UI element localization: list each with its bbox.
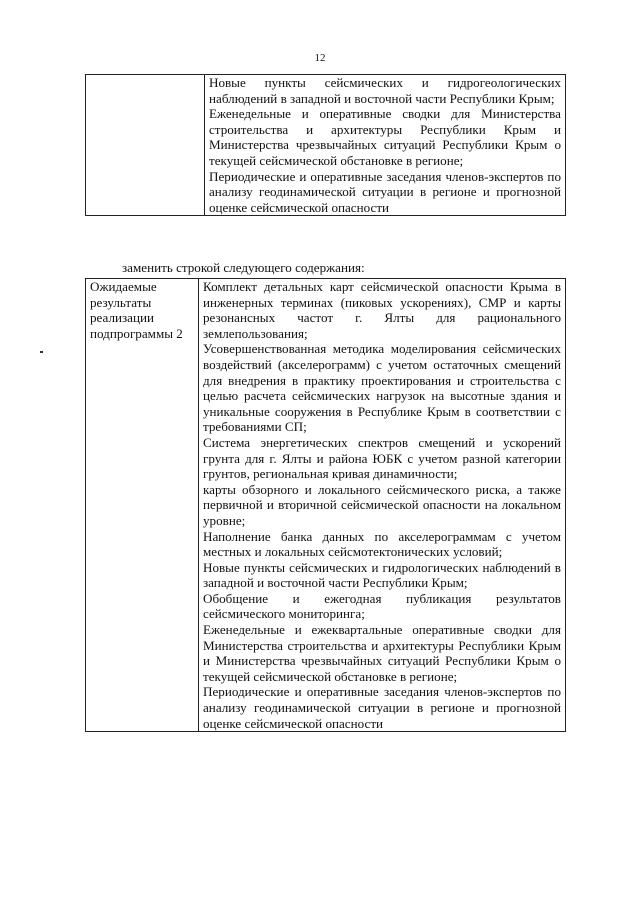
list-item: Наполнение банка данных по акселерограммам с учетом местных и локальных сейсмотектонических условий; [203,528,561,560]
list-item: Новые пункты сейсмических и гидрогеологических наблюдений в западной и восточной части Республики Крым; [209,75,561,106]
label-cell [86,279,199,732]
expected-results-table [85,278,566,732]
empty-label-cell [86,75,205,216]
content-cell [199,279,566,732]
list-item: карты обзорного и локального сейсмического риска, а также первичной и вторичной сейсмической опасности на локальном уровне; [203,481,561,528]
table-row [86,279,566,732]
list-item: Еженедельные и оперативные сводки для Министерства строительства и архитектуры Республики Крым и Министерства чрезвычайных ситуаций Республики Крым о текущей сейсмической обстановке в регионе; [209,106,561,168]
list-item: Усовершенствованная методика моделирования сейсмических воздействий (акселерограмм) с учетом остаточных смещений для внедрения в практику проектирования и строительства с целью расчета сейсмических нагрузок на высотные здания и уникальные сооружения в Республике Крым в соответствии с требованиями СП; [203,341,561,435]
list-item: Система энергетических спектров смещений и ускорений грунта для г. Ялты и района ЮБК с учетом разной категории грунтов, региональная кривая динамичности; [203,434,561,482]
list-item: Периодические и оперативные заседания членов-экспертов по анализу геодинамической ситуации в регионе и прогнозной оценке сейсмической опасности [209,168,561,215]
list-item: Новые пункты сейсмических и гидрологических наблюдений в западной и восточной части Республики Крым; [203,559,561,591]
replacement-intro: заменить строкой следующего содержания: [122,260,365,275]
expected-results-label: Ожидаемые результаты реализации подпрограммы 2 [90,279,183,341]
list-item: Обобщение и ежегодная публикация результатов сейсмического мониторинга; [203,590,561,622]
list-item: Периодические и оперативные заседания членов-экспертов по анализу геодинамической ситуации в регионе и прогнозной оценке сейсмической опасности [203,684,561,731]
list-item: Еженедельные и ежеквартальные оперативные сводки для Министерства строительства и архитектуры Республики Крым и Министерства чрезвычайных ситуаций Республики Крым о текущей сейсмической обстановке в регионе; [203,622,561,684]
scan-mark [40,351,43,353]
page-number: 12 [314,52,326,64]
previous-results-table [85,74,566,216]
content-cell [205,75,566,216]
table-row [86,75,566,216]
list-item: Комплект детальных карт сейсмической опасности Крыма в инженерных терминах (пиковых ускорениях), СМР и карты резонансных частот г. Ялты для рационального землепользования; [203,279,561,341]
